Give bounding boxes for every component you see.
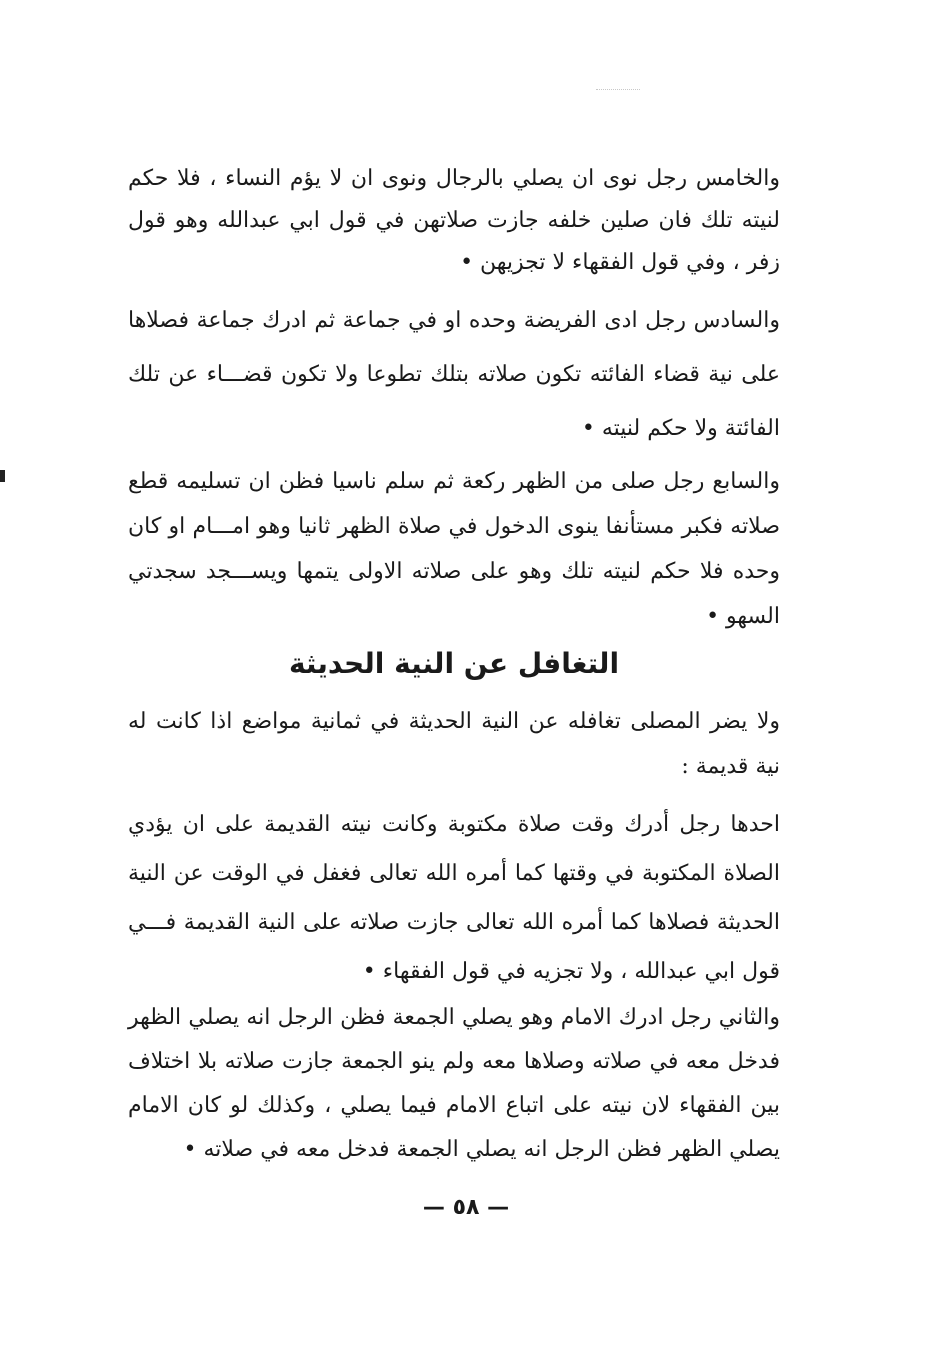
top-dotted-mark — [596, 89, 640, 92]
paragraph-text: ولا يضر المصلى تغافله عن النية الحديثة في ثمانية مواضع اذا كانت له نية قديمة : — [128, 709, 780, 779]
paragraph-text: والثاني رجل ادرك الامام وهو يصلي الجمعة فظن الرجل انه يصلي الظهر فدخل معه في صلاته وصلاها معه ولم ينو الجمعة جازت صلاته بلا اختلاف بين الفقهاء لان نيته على اتباع الامام فيما يصلي ، وكذلك لو كان الامام يصلي الظهر فظن الرجل انه يصلي الجمعة فدخل معه في صلاته • — [128, 1005, 780, 1162]
paragraph-text: احدها رجل أدرك وقت صلاة مكتوبة وكانت نيته القديمة على ان يؤدي الصلاة المكتوبة في وقتها كما أمره الله تعالى فغفل في الوقت عن النية الحديثة فصلاها كما أمره الله تعالى جازت صلاته على النية القديمة فـــي قول ابي عبدالله ، ولا تجزيه في قول الفقهاء • — [128, 812, 780, 984]
paragraph-seventh — [128, 459, 780, 639]
paragraph-text: والسادس رجل ادى الفريضة وحده او في جماعة ثم ادرك جماعة فصلاها على نية قضاء الفائته تكون صلاته بتلك تطوعا ولا تكون قضـــاء عن تلك الفائتة ولا حكم لنيته • — [128, 308, 780, 441]
paragraph-second-case — [128, 996, 780, 1172]
paragraph-fifth — [128, 158, 780, 284]
paragraph-sixth — [128, 294, 780, 456]
margin-mark — [0, 470, 5, 482]
paragraph-intro — [128, 699, 780, 789]
paragraph-text: والخامس رجل نوى ان يصلي بالرجال ونوى ان لا يؤم النساء ، فلا حكم لنيته تلك فان صلين خلفه جازت صلاتهن في قول ابي عبدالله وهو قول زفر ، وفي قول الفقهاء لا تجزيهن • — [128, 166, 780, 275]
section-heading: التغافل عن النية الحديثة — [288, 647, 620, 680]
paragraph-first-case — [128, 800, 780, 996]
page-number: — ٥٨ — — [422, 1195, 510, 1220]
paragraph-text: والسابع رجل صلى من الظهر ركعة ثم سلم ناسيا فظن ان تسليمه قطع صلاته فكبر مستأنفا ينوى الدخول في صلاة الظهر ثانيا وهو امـــام او كان وحده فلا حكم لنيته تلك وهو على صلاته الاولى يتمها ويســـجد سجدتي السهو • — [128, 469, 780, 629]
